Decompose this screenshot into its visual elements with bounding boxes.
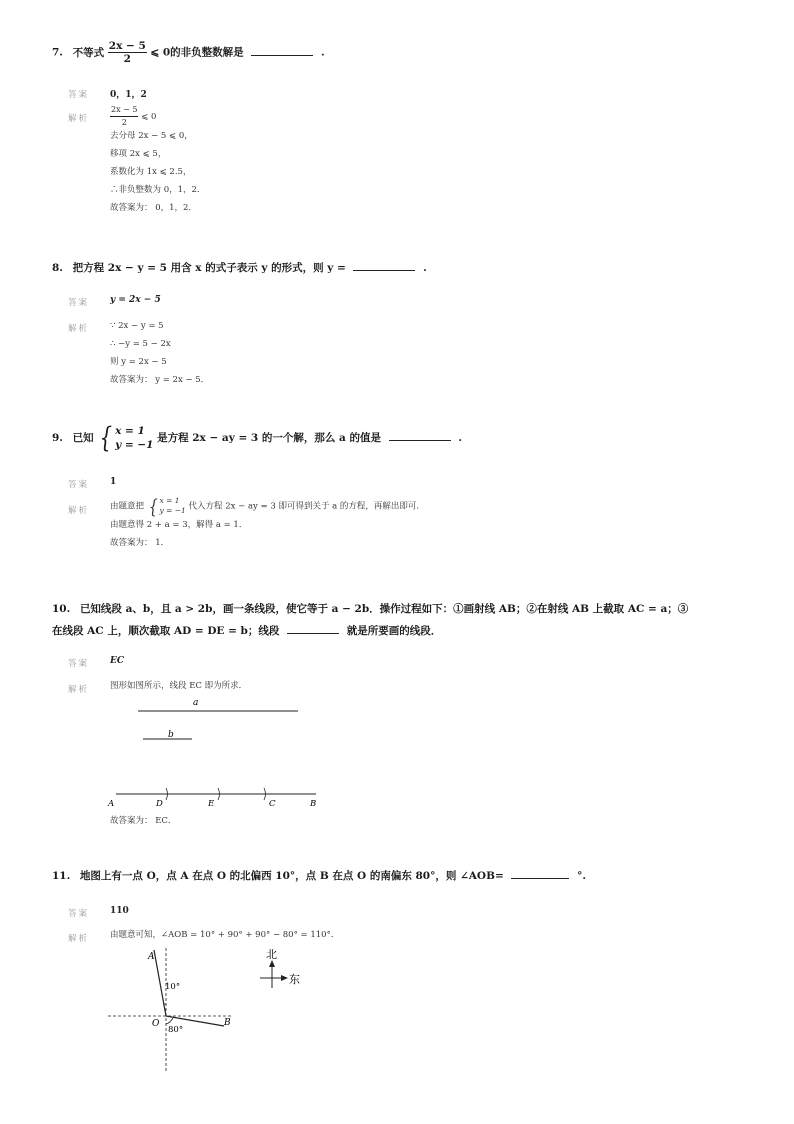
- q7-step-2: 移项 2x ⩽ 5，: [110, 149, 167, 159]
- q10-line2: [52, 620, 688, 642]
- q8-number: 8.: [52, 262, 63, 274]
- q9-step-3: 故答案为： 1．: [110, 538, 170, 548]
- q7-step-5: 故答案为： 0，1，2．: [110, 203, 197, 213]
- q9-step-system: [147, 496, 186, 516]
- q9-step-brace-icon: {: [148, 494, 158, 518]
- q7-end: .: [321, 46, 325, 59]
- q11-label-b: B: [224, 1018, 231, 1028]
- q9-step-1: [110, 496, 425, 516]
- q10-step-1: 图形如图所示，线段 EC 即为所求．: [110, 681, 248, 691]
- q8-analysis-label: 解析: [68, 324, 90, 334]
- q10-line2-prefix: 在线段 AC 上，顺次截取 AD = DE = b；线段: [52, 625, 280, 637]
- q11-number: 11.: [52, 870, 71, 882]
- q10-point-e: E: [208, 799, 215, 809]
- q7-answer-blank[interactable]: [251, 45, 313, 56]
- q7-step-0-suffix: ⩽ 0: [141, 112, 157, 122]
- q11-end: °.: [577, 870, 586, 882]
- q11-north-label: 北: [266, 948, 277, 961]
- q8-step-3: 则 y = 2x − 5: [110, 357, 167, 367]
- q7-step-0: [110, 104, 205, 129]
- q7-answer: 0，1，2: [110, 90, 147, 100]
- q9-answer: 1: [110, 477, 117, 487]
- q9-step-1-prefix: 由题意把: [110, 501, 145, 512]
- q11-analysis-label: 解析: [68, 934, 90, 944]
- q8-end: .: [423, 262, 427, 274]
- q10-answer-label: 答案: [68, 659, 90, 669]
- q7-step-fraction: [110, 104, 138, 129]
- q7-fraction: [108, 40, 147, 65]
- q8-stem: [52, 260, 427, 275]
- q8-text: 把方程 2x − y = 5 用含 x 的式子表示 y 的形式，则 y =: [72, 262, 346, 274]
- q9-answer-label: 答案: [68, 480, 90, 490]
- q11-east-arrow-icon: [281, 975, 288, 981]
- q10-step-2: 故答案为： EC．: [110, 816, 177, 826]
- q7-stem: [52, 40, 325, 65]
- q11-answer-blank[interactable]: [511, 868, 569, 879]
- q9-step-2: 由题意得 2 + a = 3，解得 a = 1．: [110, 520, 248, 530]
- q10-number: 10.: [52, 603, 71, 615]
- q7-suffix: ⩽ 0的非负整数解是: [150, 46, 244, 59]
- q9-analysis: [110, 496, 425, 552]
- q9-brace-icon: {: [99, 421, 113, 454]
- q10-label-b: b: [168, 730, 174, 740]
- q8-step-4: 故答案为： y = 2x − 5．: [110, 375, 210, 385]
- q7-step-1: 去分母 2x − 5 ⩽ 0，: [110, 131, 193, 141]
- q9-stem: [52, 421, 462, 454]
- q10-line1: [52, 598, 688, 620]
- q9-end: .: [458, 432, 462, 444]
- q11-answer: 110: [110, 906, 129, 916]
- q11-angle-10: 10°: [165, 982, 181, 992]
- q8-step-1: ∵ 2x − y = 5: [110, 321, 164, 331]
- q7-step-frac-den: 2: [121, 118, 127, 127]
- q7-step-frac-num: 2x − 5: [110, 104, 138, 117]
- q11-arc-80: [166, 1018, 173, 1024]
- q7-prefix: 不等式: [72, 46, 105, 59]
- q9-answer-blank[interactable]: [389, 430, 451, 441]
- q7-step-3: 系数化为 1x ⩽ 2.5，: [110, 167, 192, 177]
- q7-step-4: ∴非负整数为 0，1，2．: [110, 185, 206, 195]
- q8-answer-label: 答案: [68, 298, 90, 308]
- q10-label-a: a: [193, 698, 199, 708]
- q9-prefix: 已知: [72, 432, 94, 444]
- q9-number: 9.: [52, 432, 63, 444]
- q10-figure: [100, 692, 330, 816]
- q7-number: 7.: [52, 46, 63, 59]
- q11-east-label: 东: [289, 973, 300, 986]
- q9-system: [97, 421, 154, 454]
- q11-angle-80: 80°: [168, 1025, 184, 1035]
- q8-analysis: [110, 317, 209, 389]
- q9-row1: x = 1: [115, 425, 145, 437]
- q8-answer: y = 2x − 5: [110, 295, 161, 305]
- q7-answer-label: 答案: [68, 90, 90, 100]
- q10-point-c: C: [269, 799, 276, 809]
- q11-north-arrow-icon: [269, 960, 275, 967]
- q9-step-row2: y = −1: [159, 506, 186, 515]
- q10-point-a: A: [108, 799, 115, 809]
- q11-text: 地图上有一点 O，点 A 在点 O 的北偏西 10°，点 B 在点 O 的南偏东 80°，则 ∠AOB=: [79, 870, 504, 882]
- q8-answer-blank[interactable]: [353, 260, 415, 271]
- q11-figure: [100, 944, 320, 1074]
- q10-analysis-label: 解析: [68, 685, 90, 695]
- q11-step-1: 由题意可知，∠AOB = 10° + 90° + 90° − 80° = 110°．: [110, 930, 340, 940]
- q9-step-row1: x = 1: [159, 496, 180, 505]
- q11-label-o: O: [152, 1019, 160, 1029]
- q11-stem: [52, 868, 586, 883]
- q9-step-1-suffix: 代入方程 2x − ay = 3 即可得到关于 a 的方程，再解出即可．: [188, 501, 425, 512]
- q10-answer-blank[interactable]: [287, 623, 339, 634]
- q7-analysis-label: 解析: [68, 114, 90, 124]
- q9-row2: y = −1: [115, 439, 154, 451]
- q8-step-2: ∴ −y = 5 − 2x: [110, 339, 171, 349]
- q11-answer-label: 答案: [68, 909, 90, 919]
- q10-stem: [52, 598, 688, 642]
- q10-point-b: B: [310, 799, 317, 809]
- q7-analysis: [110, 104, 205, 217]
- q9-suffix: 是方程 2x − ay = 3 的一个解，那么 a 的值是: [157, 432, 382, 444]
- q10-answer: EC: [110, 656, 125, 666]
- q11-label-a: A: [148, 952, 155, 962]
- q7-frac-num: 2x − 5: [108, 40, 146, 52]
- q7-frac-den: 2: [123, 53, 131, 65]
- q10-line1-text: 已知线段 a、b，且 a > 2b，画一条线段，使它等于 a − 2b．操作过程如下：①画射线 AB；②在射线 AB 上截取 AC = a；③: [79, 603, 689, 615]
- q9-analysis-label: 解析: [68, 506, 90, 516]
- q10-point-d: D: [156, 799, 163, 809]
- q10-line2-suffix: 就是所要画的线段．: [346, 625, 442, 637]
